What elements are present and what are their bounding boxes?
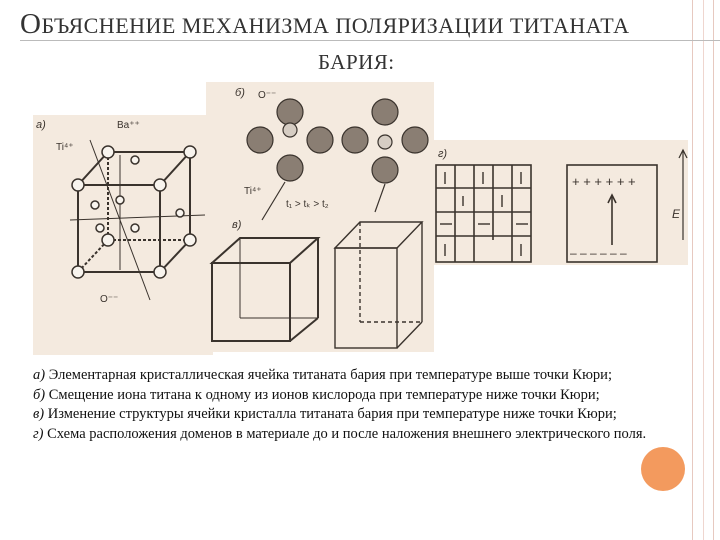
description-a-text: Элементарная кристаллическая ячейка титаната бария при температуре выше точки Кюри; [45, 367, 612, 383]
description-v-text: Изменение структуры ячейки кристалла титаната бария при температуре ниже точки Кюри; [44, 406, 617, 422]
figure-description [33, 368, 673, 446]
title-initial: О [20, 8, 42, 40]
description-g-label: г) [33, 425, 44, 442]
field-label: E [672, 207, 681, 221]
ti-label-b: Ti⁴⁺ [244, 186, 262, 197]
title-text: БЪЯСНЕНИЕ МЕХАНИЗМА ПОЛЯРИЗАЦИИ ТИТАНАТА [41, 13, 630, 38]
description-g [33, 427, 673, 443]
ti-label: Ti⁴⁺ [56, 142, 74, 153]
label-b: б) [235, 87, 245, 99]
description-v-label: в) [33, 406, 45, 422]
description-b-text: Смещение иона титана к одному из ионов кислорода при температуре ниже точки Кюри; [45, 386, 600, 403]
plus-signs: + + + + + + [572, 174, 636, 189]
label-g: г) [438, 148, 448, 160]
description-g-text: Схема расположения доменов в материале до и после наложения внешнего электрического поля. [43, 425, 647, 442]
description-b-label: б) [33, 386, 46, 403]
description-b [33, 388, 673, 404]
label-a: а) [36, 119, 46, 131]
label-v: в) [232, 219, 242, 231]
ba-label: Ba⁺⁺ [117, 120, 140, 131]
description-a [33, 368, 673, 384]
temperature-label: t₁ > tₖ > t₂ [286, 199, 329, 210]
decorative-orange-circle [641, 447, 685, 491]
description-a-label: а) [33, 367, 46, 383]
minus-signs: – – – – – – [570, 246, 627, 260]
description-v [33, 407, 673, 423]
panel-g-bg [426, 140, 688, 265]
slide-title-line2: БАРИЯ: [318, 50, 395, 74]
o-label-b: O⁻⁻ [258, 90, 277, 101]
o-label: O⁻⁻ [100, 294, 119, 305]
